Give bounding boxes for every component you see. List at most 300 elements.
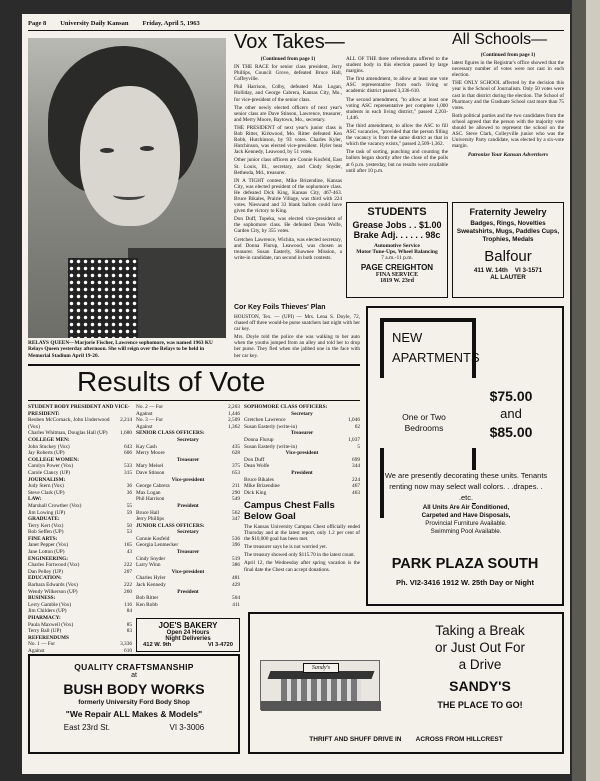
result-candidate: Phil Harrison [136, 496, 165, 503]
result-row [136, 417, 240, 424]
joes-phone: VI 3-4720 [207, 642, 233, 648]
campus-chest-paragraph-1: The Kansas University Campus Chest officially ended Thursday and at the latest report, only 1.2 per cent of the $10,000 goal has been met. [244, 524, 360, 543]
result-candidate: Susan Easterly (write-in) [244, 443, 297, 450]
result-candidate: Dan Pelley (UP) [28, 568, 64, 575]
result-office: President [177, 502, 199, 509]
result-candidate: Terry Ball (UP) [28, 628, 62, 635]
apartments-feature-2: Carpeted and Have Disposals, [421, 512, 511, 519]
sandys-building-icon [281, 679, 361, 701]
result-heading: PHARMACY: [28, 615, 61, 621]
apartments-price-1: $75.00 [489, 388, 533, 404]
result-row [244, 417, 360, 424]
sandys-name: SANDY'S [449, 678, 511, 694]
result-row [244, 490, 360, 497]
result-votes: 1,046 [348, 417, 360, 424]
sandys-line-1: Taking a Break [435, 623, 525, 638]
result-votes: 549 [232, 496, 240, 503]
result-office: Secretary [177, 436, 199, 443]
students-ad-brand: FINA SERVICE [375, 272, 419, 278]
result-candidate: Jane Lotton (UP) [28, 549, 65, 556]
result-office: Treasurer [176, 456, 200, 463]
schools-article [452, 52, 564, 192]
result-row [28, 490, 132, 497]
photo-eye-right [140, 146, 154, 151]
result-votes: 643 [124, 443, 132, 450]
result-votes: 2,203 [228, 404, 240, 410]
schools-continued: (Continued from page 1) [480, 52, 536, 58]
vox-paragraph-8: Gretchen Lawrence, Wichita, was elected secretary, and Donna Flurup, Leawood, was chosen as treasurer. Susan Easterly, Shawnee Mission, a write-in candidate, ran second in both contests. [234, 236, 342, 261]
result-votes: 83 [126, 628, 132, 635]
vox-referendum-paragraph-3: The second amendment, "to allow at least one voting ASC representative per complete 1,000 students in each living district," passed 2,203-1,446. [346, 96, 448, 121]
result-votes: 222 [124, 582, 132, 589]
result-candidate: Judy Stern (Vox) [28, 483, 64, 490]
adjacent-page-edge [586, 0, 600, 781]
vox-col2-paragraphs [346, 56, 448, 174]
schools-paragraph-3: Both political parties and the two candidates from the school agreed that the person with the majority vote should be allowed to represent the school on the ASC. Steve Clark, Colleyville junior who was the University Party candidate, was elected by a six-vote margin. [452, 112, 564, 150]
photo-face [80, 86, 180, 226]
joes-contact [139, 642, 237, 648]
result-votes: 2,214 [120, 417, 132, 424]
result-row [136, 463, 240, 470]
result-votes: 315 [124, 469, 132, 476]
sandys-line-3: a Drive [458, 657, 502, 672]
result-row [28, 483, 132, 490]
result-row [136, 496, 240, 503]
result-votes: 36 [126, 483, 132, 490]
result-row [136, 556, 240, 563]
photo-caption: RELAYS QUEEN—Marjorie Fischer, Lawrence sophomore, was named 1963 KU Relays Queen yesterday afternoon. She will reign over the Relays to be held in Memorial Stadium April 19-20. [28, 340, 213, 359]
results-column-2 [136, 404, 240, 614]
result-row [136, 516, 240, 523]
issue-date: Friday, April 5, 1963 [142, 20, 200, 27]
result-candidate: Wendy Wilkerson (UP) [28, 588, 78, 595]
result-heading: LAW: [28, 496, 42, 503]
relays-queen-photo [28, 38, 226, 338]
result-votes: 429 [232, 582, 240, 589]
result-row [28, 562, 132, 569]
result-votes: 260 [124, 588, 132, 595]
students-ad-hours: 7 a.m.-11 p.m. [381, 255, 413, 261]
result-votes: 411 [232, 601, 240, 608]
vox-paragraph-7: Don Duff, Topeka, was elected vice-president of the sophomore class. He defeated Dean Wolfe, Garden City, by 355 votes. [234, 216, 342, 235]
result-row [136, 595, 240, 602]
result-heading: ENGINEERING: [28, 555, 69, 562]
result-row [28, 463, 132, 470]
fraternity-ad-items: Badges, Rings, Novelties Sweatshirts, Mugs, Paddles Cups, Trophies, Medals [456, 220, 560, 243]
result-votes: 290 [232, 489, 240, 496]
fraternity-ad-person: AL LAUTER [490, 274, 526, 281]
result-candidate: John Stuckey (Vox) [28, 443, 70, 450]
result-candidate: Barbara Edwards (Vox) [28, 582, 78, 589]
cor-key-paragraphs [234, 314, 360, 359]
result-row [136, 450, 240, 457]
result-votes: 43 [126, 549, 132, 556]
result-candidate: Susan Easterly (write-in) [244, 423, 297, 430]
result-votes: 165 [124, 542, 132, 549]
result-row [136, 510, 240, 517]
vox-referendum-paragraph-5: The task of sorting, punching and counting the ballots began shortly after the close of the polls at 6 p.m. yesterday, but no results were available until after 10 p.m. [346, 149, 448, 174]
result-candidate: Against [136, 410, 153, 417]
result-candidate: Carole Clancy (UP) [28, 469, 71, 476]
result-candidate: Cindy Snyder [136, 555, 166, 562]
result-candidate: Lerry Gamble (Vox) [28, 601, 72, 608]
result-votes: 606 [124, 450, 132, 457]
result-candidate: Bruce Bikales [244, 476, 274, 483]
result-votes: 116 [124, 601, 132, 608]
result-votes: 463 [352, 489, 360, 496]
result-row [136, 444, 240, 451]
result-votes: 481 [232, 575, 240, 582]
page-header [28, 20, 228, 27]
result-row [136, 575, 240, 582]
joes-hours: Open 24 Hours [166, 630, 210, 636]
result-candidate: Jack Kennedy [136, 582, 166, 589]
result-candidate: Jim Lowing (UP) [28, 509, 66, 516]
campus-chest-paragraphs [244, 524, 360, 573]
sandys-line-2: or Just Out For [434, 640, 526, 655]
apartments-feature-1: All Units Are Air Conditioned, [422, 504, 510, 511]
result-candidate: Dick King [244, 489, 267, 496]
campus-chest-article [244, 500, 360, 610]
result-candidate: Paula Maxwell (Vox) [28, 621, 74, 628]
result-candidate: Don Duff [244, 456, 265, 463]
result-row [136, 470, 240, 477]
photo-mouth [113, 190, 145, 200]
result-row [28, 450, 132, 457]
result-candidate: Ken Robb [136, 601, 158, 608]
vox-col1-paragraphs [234, 64, 342, 261]
students-ad-grease: Grease Jobs . . $1.00 [352, 220, 442, 230]
vox-paragraph-2: Phil Harrison, Colby, defeated Max Logan, Holliday, and George Cabrera, Kansas City, Mo., for vice-president of the senior class. [234, 84, 342, 103]
result-row [28, 569, 132, 576]
result-row [244, 463, 360, 470]
apartments-feature-3: Provincial Furniture Available. [425, 520, 507, 527]
bush-at: at [131, 672, 137, 679]
result-votes: 62 [354, 423, 360, 430]
bush-quality: QUALITY CRAFTSMANSHIP [74, 662, 194, 672]
patronize-notice: Patronize Your Kansan Advertisers [467, 152, 549, 159]
fraternity-ad-brand: Balfour [484, 248, 532, 265]
result-candidate: Mary Meisel [136, 463, 164, 470]
result-votes: 55 [126, 502, 132, 509]
bush-slogan: "We Repair ALL Makes & Models" [65, 709, 203, 719]
bush-contact [34, 723, 234, 732]
result-candidate: Jim Childers (UP) [28, 608, 67, 615]
campus-chest-headline: Campus Chest Falls Below Goal [244, 500, 335, 522]
result-candidate: Donna Flurup [244, 436, 274, 443]
results-column-1 [28, 404, 132, 654]
result-office: Secretary [291, 410, 313, 417]
photo-eye-left [100, 148, 114, 153]
result-row [244, 483, 360, 490]
result-row [28, 549, 132, 556]
bush-former: formerly University Ford Body Shop [78, 699, 190, 706]
campus-chest-paragraph-4: April 12, the Wednesday after spring vacation is the final date the Chest can accept donations. [244, 560, 360, 573]
apartments-label: APARTMENTS [392, 350, 480, 365]
bush-phone: VI 3-3006 [169, 723, 205, 732]
result-votes: 211 [232, 483, 240, 490]
result-row [136, 411, 240, 418]
result-row [136, 424, 240, 431]
result-heading: BUSINESS: [28, 595, 56, 602]
result-votes: 224 [352, 476, 360, 483]
result-heading: JOURNALISM: [28, 476, 66, 483]
bush-name: BUSH BODY WORKS [63, 681, 205, 697]
result-candidate: Jay Roberts (UP) [28, 450, 65, 457]
result-candidate: Against [28, 647, 45, 654]
apartments-rooms: One or Two Bedrooms [402, 412, 446, 433]
sandys-tagline [400, 622, 560, 673]
fraternity-ad-address: 411 W. 14th VI 3-1571 [473, 267, 543, 274]
result-candidate: Dave Stinson [136, 469, 165, 476]
result-row [28, 529, 132, 536]
result-votes: 628 [232, 450, 240, 457]
result-row [136, 490, 240, 497]
result-votes: 467 [352, 483, 360, 490]
result-candidate: Bob Seffen (UP) [28, 529, 64, 536]
result-office: Secretary [177, 529, 199, 536]
park-plaza-ad [366, 306, 564, 606]
result-votes: 1,446 [228, 410, 240, 417]
result-row [28, 470, 132, 477]
fraternity-ad-title: Fraternity Jewelry [469, 207, 547, 217]
result-candidate: Larry Winn [136, 562, 161, 569]
result-row [244, 424, 360, 431]
sandys-ad [248, 612, 564, 754]
result-row [136, 404, 240, 411]
result-votes: 2,509 [228, 417, 240, 424]
result-candidate: Mike Brizendine [244, 483, 280, 490]
result-heading: SENIOR CLASS OFFICERS: [136, 430, 205, 437]
result-candidate: Kay Cash [136, 443, 157, 450]
students-ad-brake: Brake Adj. . . . . . 98c [353, 230, 441, 240]
sandys-lot-icon [261, 701, 381, 711]
apartments-feature-4: Swimming Pool Available. [430, 528, 502, 535]
result-candidate: Bruce Hall [136, 509, 160, 516]
result-office: President [177, 588, 199, 595]
result-votes: 5 [357, 443, 360, 450]
result-heading: FINE ARTS: [28, 535, 58, 542]
result-candidate: Janet Pepper (Vox) [28, 542, 69, 549]
result-votes: 653 [232, 469, 240, 476]
result-row [28, 510, 132, 517]
result-votes: 699 [352, 456, 360, 463]
result-votes: 519 [232, 555, 240, 562]
joes-bakery-ad [136, 618, 240, 652]
vox-referendum-paragraph-1: ALL OF THE three referendums offered to the student body in this election passed by large margins. [346, 56, 448, 75]
result-votes: 396 [232, 542, 240, 549]
result-votes: 85 [126, 621, 132, 628]
result-votes: 1,362 [228, 423, 240, 430]
result-candidate: No. 1 — For [28, 641, 56, 648]
result-candidate: Connie Kosfeld [136, 535, 170, 542]
result-candidate: Max Logan [136, 489, 161, 496]
photo-coat [128, 248, 226, 338]
apartments-new: NEW [392, 330, 423, 345]
result-votes: 3,336 [120, 641, 132, 648]
result-candidate: Marshall Crowther (Vox) [28, 502, 82, 509]
result-office: President [291, 469, 313, 476]
photo-polka-dot-scarf [68, 258, 138, 338]
cor-key-headline: Cor Key Foils Thieves' Plan [234, 304, 326, 311]
result-office: Vice-president [171, 476, 205, 483]
result-votes: 347 [232, 516, 240, 523]
result-votes: 344 [352, 463, 360, 470]
vox-column-2 [346, 56, 448, 206]
result-row [136, 562, 240, 569]
vox-paragraph-3: The other newly elected officers of next year's senior class are Dave Stinson, Lawrence, treasurer, and Merry Moore, Baytown, Mo., secretary. [234, 104, 342, 123]
bush-address: East 23rd St. [63, 723, 110, 732]
result-votes: 84 [126, 608, 132, 615]
campus-chest-paragraph-3: The treasury showed only $115.70 in the latest count. [244, 552, 356, 559]
apartments-and: and [500, 406, 522, 421]
students-ad-address: 1819 W. 23rd [380, 278, 414, 284]
result-candidate: George Cabrera [136, 483, 170, 490]
result-heading: GRADUATE: [28, 516, 60, 523]
result-row [244, 444, 360, 451]
vox-paragraph-4: THE PRESIDENT of next year's junior class is Bob Ritter, Kirkwood, Mo. Ritter defeated Ken Robb, Hutchinson, by 93 votes. Charles Kyler, Hutchinson, was elected vice-president. Hyler beat Jack Kennedy, Leawood, by 51 votes. [234, 124, 342, 156]
result-row [244, 437, 360, 444]
result-office: Vice-president [285, 450, 319, 457]
result-heading: STUDENT BODY PRESIDENT AND VICE-PRESIDENT: [28, 404, 130, 417]
vox-paragraph-1: IN THE RACE for senior class president, Jerry Phillips, Council Grove, defeated Bruce Hall, Coffeyville. [234, 64, 342, 83]
vox-referendum-paragraph-4: The third amendment, to allow the ASC to fill ASC vacancies, "provided that the person filling the vacancy is from the same district as that in which the vacancy exists," passed 2,509-1,362. [346, 122, 448, 148]
result-row [28, 417, 132, 430]
result-candidate: Charles Whitman, Douglas Hall (UP) [28, 430, 108, 437]
joes-deliveries: Night Deliveries [165, 636, 211, 642]
result-candidate: Gretchen Lawrence [244, 417, 286, 424]
students-service-ad [346, 202, 448, 298]
result-office: Treasurer [176, 549, 200, 556]
result-heading: JUNIOR CLASS OFFICERS: [136, 522, 205, 529]
result-votes: 435 [232, 443, 240, 450]
vox-paragraph-5: Other junior class officers are Connie Kosfeld, East St. Louis, Ill., secretary, and Cindy Snyder, Bethesda, Md., treasurer. [234, 157, 342, 176]
vox-referendum-paragraph-2: The first amendment, to allow at least one vote ASC representative from each living or academic district passed 3,336-610. [346, 76, 448, 95]
result-votes: 36 [126, 489, 132, 496]
result-votes: 504 [232, 595, 240, 602]
result-heading: REFERENDUMS [28, 634, 69, 641]
result-row [136, 542, 240, 549]
result-votes: 50 [126, 522, 132, 529]
sandys-logo-sign: Sandy's [303, 663, 339, 673]
sandys-footer: THRIFT AND SHUFF DRIVE IN ACROSS FROM HILLCREST [309, 736, 503, 743]
result-candidate: Jerry Phillips [136, 516, 165, 523]
result-row [28, 589, 132, 596]
joes-address: 412 W. 9th [143, 642, 172, 648]
schools-paragraph-1: latest figures in the Registrar's office showed that the necessary number of votes were not cast in each election. [452, 60, 564, 79]
result-candidate: Terry Kert (Vox) [28, 522, 64, 529]
result-row [136, 536, 240, 543]
result-row [136, 582, 240, 589]
paper-name: University Daily Kansan [60, 20, 129, 27]
sandys-place: THE PLACE TO GO! [437, 700, 523, 710]
result-votes: 610 [124, 647, 132, 654]
result-row [28, 582, 132, 589]
apartments-name: PARK PLAZA SOUTH [391, 556, 539, 572]
schools-paragraphs [452, 60, 564, 149]
result-row [28, 430, 132, 437]
result-candidate: Merry Moore [136, 450, 165, 457]
results-under-rule [28, 400, 360, 401]
result-heading: COLLEGE WOMEN: [28, 456, 79, 463]
schools-headline: All Schools— [452, 31, 548, 48]
result-votes: 562 [232, 509, 240, 516]
result-votes: 386 [232, 562, 240, 569]
vox-headline: Vox Takes— [234, 31, 345, 53]
apartments-frame [380, 318, 476, 378]
result-candidate: Dean Wolfe [244, 463, 270, 470]
vox-paragraph-6: IN A TIGHT contest, Mike Brizendine, Kansas City, was elected president of the sophomore class. He defeated Dick King, Kansas City, 467-463. Bruce Bikales, Prairie Village, was third with 224 votes. Nieswand and 33 blank ballots could have given the victory to King. [234, 177, 342, 215]
results-headline: Results of Vote [77, 366, 266, 397]
result-candidate: Charles Hyler [136, 575, 166, 582]
students-ad-name: PAGE CREIGHTON [360, 263, 434, 272]
students-ad-title: STUDENTS [367, 206, 427, 218]
result-votes: 53 [126, 529, 132, 536]
bush-body-works-ad [28, 654, 240, 754]
result-votes: 59 [126, 509, 132, 516]
result-votes: 1,037 [348, 436, 360, 443]
result-row [28, 503, 132, 510]
students-ad-sub2: Motor Tune-Ups, Wheel Balancing [356, 249, 438, 255]
cor-key-paragraph-2: Mrs. Doyle told the police she was walking to her auto when the youths jumped from an alley and told her to drop her purse. They fled when she jabbed one in the face with her car key. [234, 334, 360, 359]
newspaper-page [22, 14, 570, 774]
result-candidate: Charles Fortwood (Vox) [28, 562, 80, 569]
fraternity-jewelry-ad [452, 202, 564, 298]
result-heading: COLLEGE MEN: [28, 436, 70, 443]
result-votes: 375 [232, 463, 240, 470]
result-row [136, 602, 240, 609]
result-candidate: No. 2 — For [136, 404, 164, 410]
apartments-desc: We are presently decorating these units. Tenants renting now may select wall colors. . .drapes. . .etc. [384, 471, 548, 502]
result-candidate: Bob Ritter [136, 595, 159, 602]
result-office: Treasurer [290, 430, 314, 437]
apartments-price-2: $85.00 [489, 424, 533, 440]
result-votes: 207 [124, 568, 132, 575]
cor-key-article [234, 304, 360, 364]
results-column-3 [244, 404, 360, 500]
joes-title: JOE'S BAKERY [158, 621, 218, 630]
result-candidate: No. 3 — For [136, 417, 164, 424]
campus-chest-paragraph-2: The treasurer says he is not worried yet. [244, 544, 327, 551]
result-votes: 536 [232, 535, 240, 542]
result-row [28, 608, 132, 615]
result-row [28, 628, 132, 635]
result-heading: SOPHOMORE CLASS OFFICERS: [244, 404, 328, 410]
cor-key-paragraph-1: HOUSTON, Tex. — (UPI) — Mrs. Lena S. Doyle, 72, chased off three would-be purse snatchers last night with her car key. [234, 314, 360, 333]
result-candidate: Georgia Lenmecker [136, 542, 179, 549]
result-candidate: Steve Clark (UP) [28, 489, 65, 496]
sandys-building-illustration [260, 660, 380, 710]
result-row [244, 477, 360, 484]
result-votes: 533 [124, 463, 132, 470]
students-ad-sub1: Automotive Service [374, 243, 420, 249]
result-heading: EDUCATION: [28, 575, 62, 582]
result-candidate: Carolyn Power (Vox) [28, 463, 74, 470]
apartments-features [384, 504, 548, 536]
page-number: Page 8 [28, 20, 47, 27]
result-votes: 222 [124, 562, 132, 569]
result-row [136, 483, 240, 490]
result-candidate: Against [136, 423, 153, 430]
vox-continued: (Continued from page 1) [260, 56, 316, 62]
result-votes: 1,680 [120, 430, 132, 437]
result-office: Vice-president [171, 568, 205, 575]
schools-paragraph-2: THE ONLY SCHOOL affected by the decision this year is the School of Journalism. Only 50 votes were cast in that district during the election. The School of Pharmacy and the Graduate School cast more than 75 votes. [452, 80, 564, 111]
apartments-contact: Ph. VI2-3416 1912 W. 25th Day or Night [396, 578, 534, 587]
result-row [28, 641, 132, 648]
result-candidate: Reuben McCornack, John Underwood (Vox) [28, 417, 110, 430]
vox-column-1 [234, 56, 342, 304]
